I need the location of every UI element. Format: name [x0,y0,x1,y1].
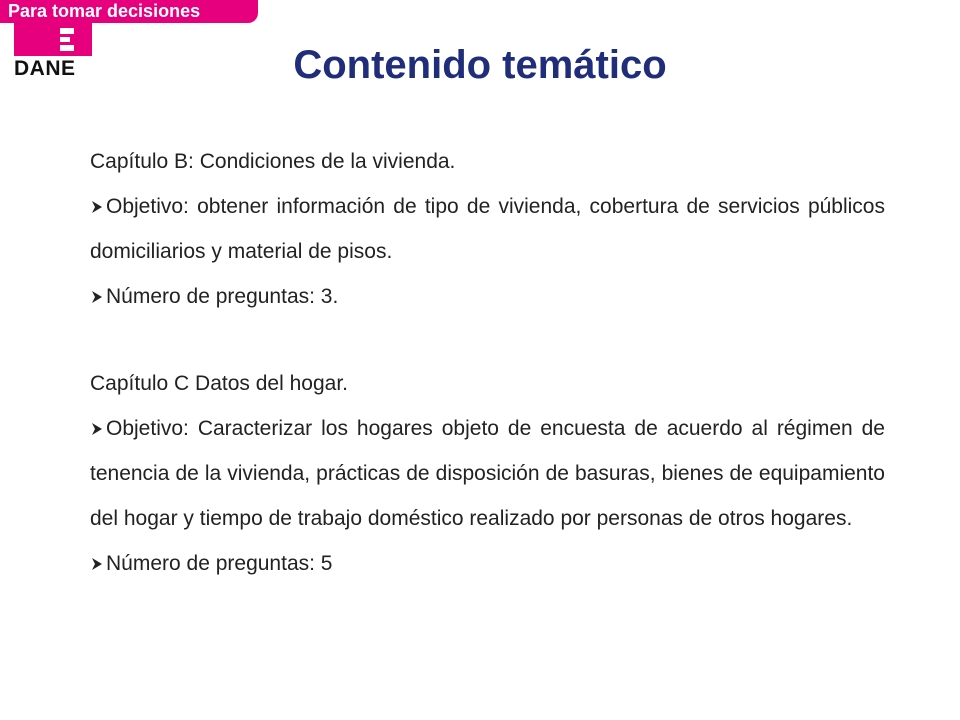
bullet-text: Objetivo: Caracterizar los hogares objeto de encuesta de acuerdo al régimen de tenencia de la vivienda, prácticas de disposición de basuras, bienes de equipamiento del hogar y tiempo de trabajo doméstico realizado por personas de otros hogares. [90,417,885,530]
section-heading: Capítulo C Datos del hogar. [90,372,348,395]
logo-text: DANE [14,57,76,80]
bullet-item [90,541,885,586]
section-heading: Capítulo B: Condiciones de la vivienda. [90,150,456,173]
top-banner [0,0,258,23]
bullet-text: Objetivo: obtener información de tipo de vivienda, cobertura de servicios públicos domiciliarios y material de pisos. [90,195,885,263]
bullet-item [90,406,885,541]
bullet-item [90,184,885,274]
bullet-text: Número de preguntas: 5 [106,552,333,575]
bullet-item [90,274,885,319]
bullet-text: Número de preguntas: 3. [106,285,339,308]
banner-text: Para tomar decisiones [8,1,201,21]
arrow-bullet-icon [90,557,104,571]
arrow-bullet-icon [90,290,104,304]
page-title: Contenido temático [293,43,667,87]
arrow-bullet-icon [90,200,104,214]
section-spacer [90,319,885,361]
content-body [90,139,885,586]
arrow-bullet-icon [90,422,104,436]
